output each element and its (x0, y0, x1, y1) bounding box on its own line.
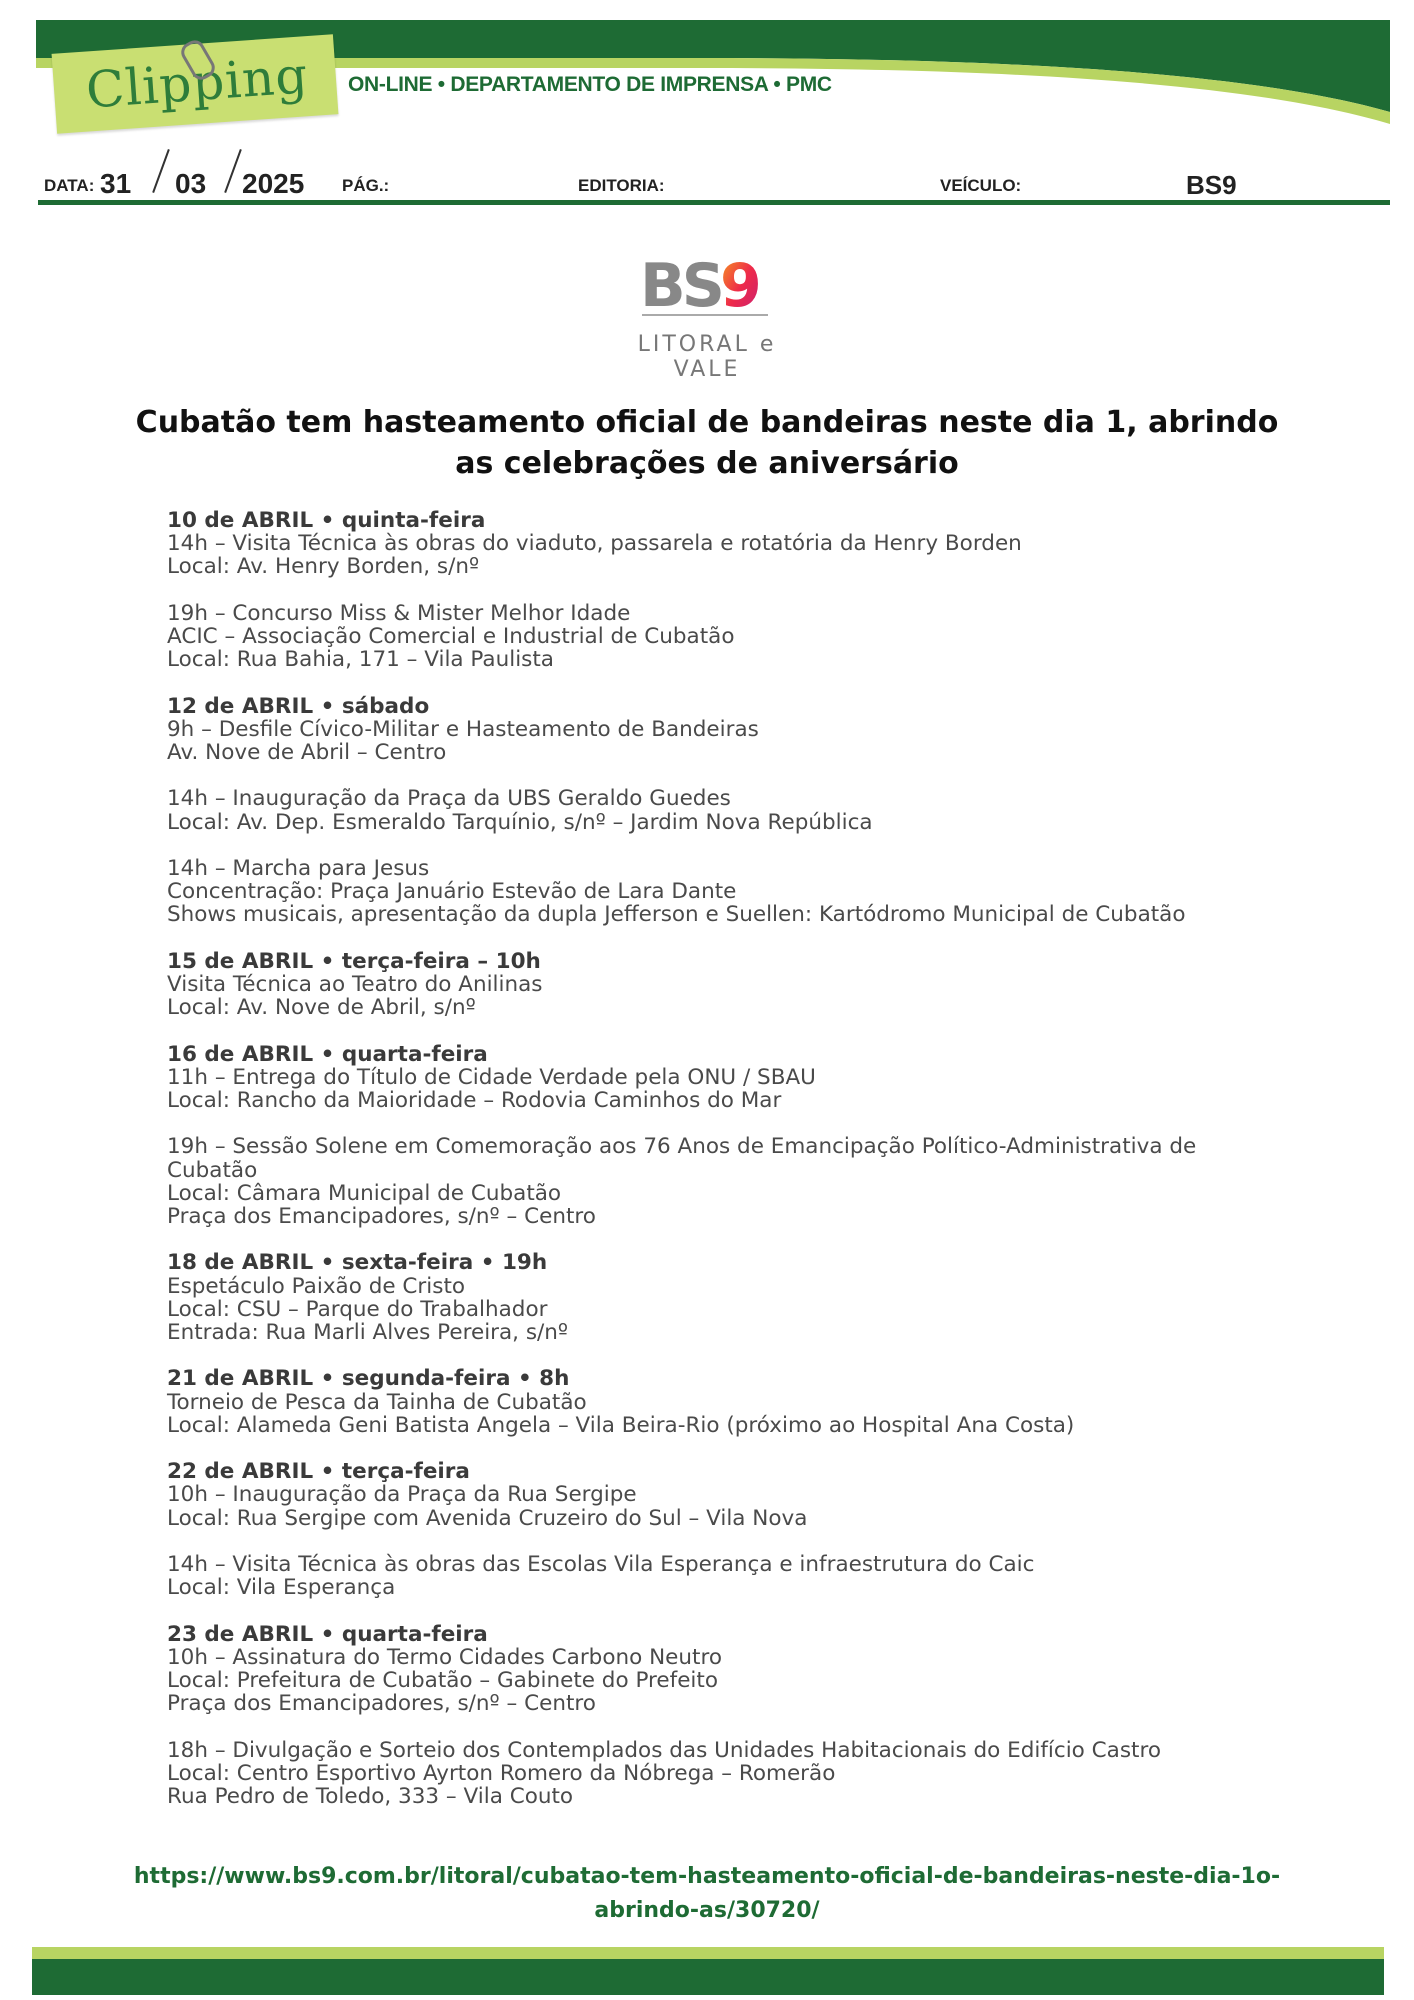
event-detail-line: 9h – Desfile Cívico-Militar e Hasteamento de Bandeiras (167, 716, 759, 742)
event-detail-line: Local: Av. Nove de Abril, s/nº (167, 995, 476, 1021)
event-block (167, 857, 1267, 927)
department-title: ON-LINE • DEPARTAMENTO DE IMPRENSA • PMC (348, 73, 832, 96)
event-detail-line: Entrada: Rua Marli Alves Pereira, s/nº (167, 1319, 569, 1345)
svg-text:9: 9 (720, 252, 762, 312)
event-date-heading: 21 de ABRIL • segunda-feira • 8h (167, 1366, 570, 1392)
date-year: 2025 (242, 168, 305, 199)
event-detail-line: Local: CSU – Parque do Trabalhador (167, 1296, 548, 1322)
event-detail-line: 10h – Inauguração da Praça da Rua Sergipe (167, 1482, 637, 1508)
event-block (167, 602, 1267, 672)
event-detail-line: Rua Pedro de Toledo, 333 – Vila Couto (167, 1783, 574, 1809)
date-day: 31 (100, 168, 132, 199)
event-block (167, 1553, 1267, 1599)
event-block (167, 1251, 1267, 1344)
source-url-line[interactable]: https://www.bs9.com.br/litoral/cubatao-tem-hasteamento-oficial-de-bandeiras-neste-dia-1o- (133, 1864, 1281, 1889)
clipping-badge-text: Clipping (84, 46, 311, 120)
event-date-heading: 23 de ABRIL • quarta-feira (167, 1621, 488, 1647)
event-detail-line: Torneio de Pesca da Tainha de Cubatão (167, 1389, 587, 1415)
event-detail-line: Shows musicais, apresentação da dupla Jefferson e Suellen: Kartódromo Municipal de Cubatão (167, 902, 1186, 928)
footer-stripe-dark (32, 1959, 1384, 1995)
event-block (167, 950, 1267, 1020)
event-detail-line: 14h – Inauguração da Praça da UBS Geraldo Guedes (167, 786, 731, 812)
event-detail-line: Local: Vila Esperança (167, 1575, 396, 1601)
meta-divider (38, 200, 1390, 205)
event-date-heading: 15 de ABRIL • terça-feira – 10h (167, 948, 541, 974)
event-detail-line: 19h – Concurso Miss & Mister Melhor Idade (167, 600, 631, 626)
editoria-label: EDITORIA: (578, 176, 665, 195)
event-detail-line: Concentração: Praça Januário Estevão de Lara Dante (167, 879, 737, 905)
event-date-heading: 18 de ABRIL • sexta-feira • 19h (167, 1250, 548, 1276)
event-detail-line: 11h – Entrega do Título de Cidade Verdade pela ONU / SBAU (167, 1064, 816, 1090)
event-block (167, 787, 1267, 833)
article-title: Cubatão tem hasteamento oficial de bandeiras neste dia 1, abrindo as celebrações de aniversário (135, 405, 1279, 481)
event-detail-line: Local: Av. Dep. Esmeraldo Tarquínio, s/nº – Jardim Nova República (167, 809, 873, 835)
event-block (167, 1367, 1267, 1437)
data-label: DATA: (44, 176, 95, 195)
event-detail-line: Local: Rua Sergipe com Avenida Cruzeiro do Sul – Vila Nova (167, 1505, 808, 1531)
event-detail-line: Praça dos Emancipadores, s/nº – Centro (167, 1203, 596, 1229)
event-detail-line: 18h – Divulgação e Sorteio dos Contemplados das Unidades Habitacionais do Edifício Castro (167, 1737, 1162, 1763)
veiculo-value: BS9 (1186, 170, 1237, 200)
event-block (167, 1135, 1267, 1228)
event-detail-line: Local: Rancho da Maioridade – Rodovia Caminhos do Mar (167, 1087, 782, 1113)
pag-label: PÁG.: (342, 176, 390, 195)
event-detail-line: Local: Av. Henry Borden, s/nº (167, 554, 480, 580)
event-detail-line: 14h – Marcha para Jesus (167, 855, 430, 881)
logo-divider (642, 314, 768, 316)
event-date-heading: 10 de ABRIL • quinta-feira (167, 508, 486, 533)
event-block (167, 509, 1267, 579)
event-block (167, 695, 1267, 765)
event-block (167, 1739, 1267, 1809)
event-detail-line: Local: Centro Esportivo Ayrton Romero da Nóbrega – Romerão (167, 1760, 836, 1786)
logo-subtitle: LITORAL e VALE (637, 332, 777, 382)
event-block (167, 1623, 1267, 1716)
event-detail-line: Local: Rua Bahia, 171 – Vila Paulista (167, 647, 554, 673)
event-date-heading: 12 de ABRIL • sábado (167, 693, 430, 719)
event-list (167, 509, 1267, 1831)
event-detail-line: Cubatão (167, 1157, 258, 1183)
date-separator (152, 149, 170, 193)
event-detail-line: 19h – Sessão Solene em Comemoração aos 76 Anos de Emancipação Político-Administrativa de (167, 1134, 1197, 1160)
event-block (167, 1043, 1267, 1113)
event-detail-line: Praça dos Emancipadores, s/nº – Centro (167, 1691, 596, 1717)
event-detail-line: Local: Alameda Geni Batista Angela – Vila Beira-Rio (próximo ao Hospital Ana Costa) (167, 1412, 1075, 1438)
event-detail-line: 14h – Visita Técnica às obras das Escolas Vila Esperança e infraestrutura do Caic (167, 1551, 1035, 1577)
event-date-heading: 22 de ABRIL • terça-feira (167, 1459, 470, 1485)
event-detail-line: ACIC – Associação Comercial e Industrial de Cubatão (167, 624, 735, 649)
date-separator (224, 149, 242, 193)
event-block (167, 1460, 1267, 1530)
event-detail-line: Espetáculo Paixão de Cristo (167, 1273, 466, 1299)
event-detail-line: 10h – Assinatura do Termo Cidades Carbono Neutro (167, 1644, 722, 1670)
event-date-heading: 16 de ABRIL • quarta-feira (167, 1041, 488, 1067)
date-month: 03 (175, 168, 207, 199)
event-detail-line: 14h – Visita Técnica às obras do viaduto, passarela e rotatória da Henry Borden (167, 531, 1022, 557)
footer-stripe-light (32, 1947, 1384, 1959)
veiculo-label: VEÍCULO: (940, 176, 1022, 195)
source-url-line[interactable]: abrindo-as/30720/ (594, 1898, 820, 1923)
source-url[interactable] (90, 1860, 1324, 1928)
svg-text:BS: BS (640, 252, 721, 312)
event-detail-line: Av. Nove de Abril – Centro (167, 740, 447, 765)
event-detail-line: Visita Técnica ao Teatro do Anilinas (167, 971, 543, 997)
bs9-logo (640, 252, 774, 312)
event-detail-line: Local: Câmara Municipal de Cubatão (167, 1180, 562, 1206)
event-detail-line: Local: Prefeitura de Cubatão – Gabinete do Prefeito (167, 1667, 718, 1693)
